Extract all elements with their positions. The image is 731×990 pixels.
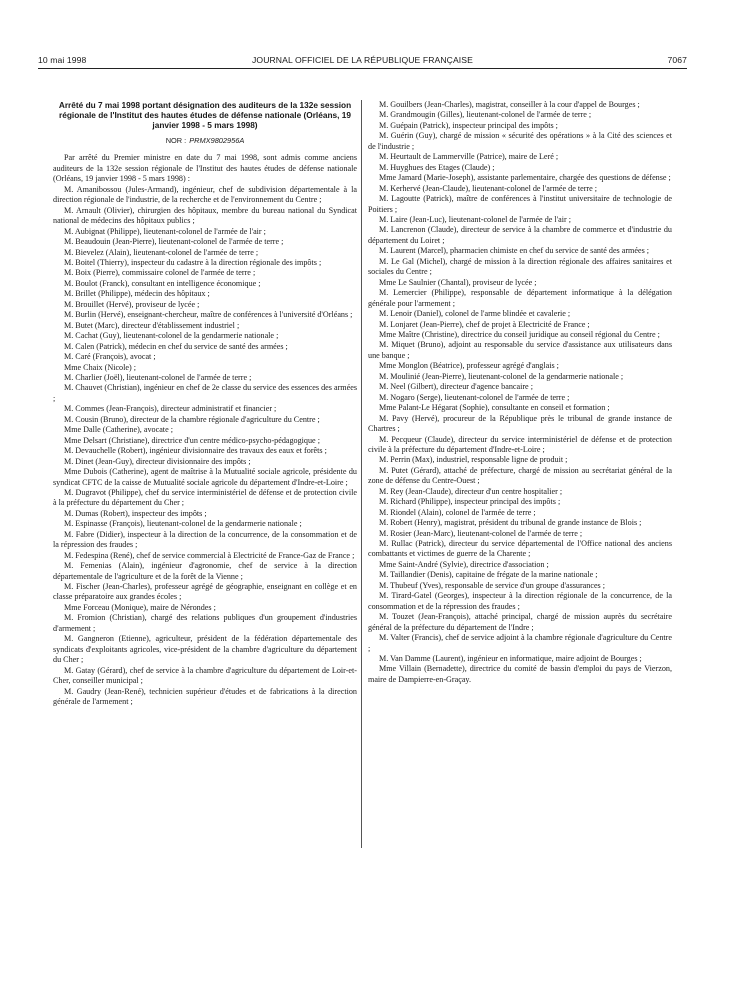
auditor-entry: Mme Delsart (Christiane), directrice d'un centre médico-psycho-pédagogique ; xyxy=(64,435,320,445)
auditor-entry: M. Caré (François), avocat ; xyxy=(64,352,156,362)
auditor-entry: M. Chauvet (Christian), ingénieur en chef de 2e classe du service des essences des armées ; xyxy=(53,383,357,403)
auditor-entry: M. Brouillet (Hervé), proviseur de lycée ; xyxy=(64,299,200,309)
auditor-entry: M. Laire (Jean-Luc), lieutenant-colonel de l'armée de l'air ; xyxy=(379,214,571,224)
auditor-entry: M. Heurtault de Lammerville (Patrice), maire de Leré ; xyxy=(379,152,559,162)
auditor-entry: M. Fedespina (René), chef de service commercial à Electricité de France-Gaz de France ; xyxy=(64,550,355,560)
auditor-entry: M. Gangneron (Etienne), agriculteur, président de la fédération départementale des syndicats d'exploitants agricoles, vice-président de la chambre d'agriculture du département du Cher ; xyxy=(53,634,357,665)
auditor-entry: M. Arnault (Olivier), chirurgien des hôpitaux, membre du bureau national du Syndicat national de médecins des hôpitaux publics ; xyxy=(53,205,357,226)
auditor-entry: M. Cachat (Guy), lieutenant-colonel de la gendarmerie nationale ; xyxy=(64,331,279,341)
header-rule xyxy=(38,68,687,69)
decree-title: Arrêté du 7 mai 1998 portant désignation des auditeurs de la 132e session régionale de l'Institut des hautes études de défense nationale (Orléans, 19 janvier 1998 - 5 mars 1998) xyxy=(58,100,352,130)
auditor-entry: M. Dumas (Robert), inspecteur des impôts ; xyxy=(64,508,207,518)
auditor-entry: M. Boitel (Thierry), inspecteur du cadastre à la direction régionale des impôts ; xyxy=(64,257,322,267)
auditor-entry: M. Nogaro (Serge), lieutenant-colonel de l'armée de terre ; xyxy=(379,392,570,402)
left-column xyxy=(53,100,357,707)
auditor-entry: M. Neel (Gilbert), directeur d'agence bancaire ; xyxy=(379,382,533,392)
auditor-entry: M. Lonjaret (Jean-Pierre), chef de projet à Electricité de France ; xyxy=(379,319,590,329)
auditor-entry: M. Fabre (Didier), inspecteur à la direction de la concurrence, de la consommation et de la répression des fraudes ; xyxy=(53,529,357,550)
auditor-entry: M. Perrin (Max), industriel, responsable ligne de produit ; xyxy=(379,455,568,465)
auditor-entry: Mme Dalle (Catherine), avocate ; xyxy=(64,425,173,435)
auditor-entry: M. Gouilbers (Jean-Charles), magistrat, conseiller à la cour d'appel de Bourges ; xyxy=(379,100,640,109)
auditor-entry: Mme Forceau (Monique), maire de Nérondes ; xyxy=(64,602,216,612)
auditor-entry: M. Riondel (Alain), colonel de l'armée de terre ; xyxy=(379,507,536,517)
auditor-entry: M. Amanibossou (Jules-Armand), ingénieur, chef de subdivision départementale à la direction régionale de l'industrie, de la recherche et de l'environnement du Centre ; xyxy=(53,184,357,205)
auditor-entry: Mme Maître (Christine), directrice du conseil juridique au conseil régional du Centre ; xyxy=(379,329,660,339)
page-number: 7067 xyxy=(667,55,687,65)
auditor-entry: M. Richard (Philippe), inspecteur principal des impôts ; xyxy=(379,497,561,507)
auditor-entry: M. Rosier (Jean-Marc), lieutenant-colonel de l'armée de terre ; xyxy=(379,528,583,538)
auditor-entry: M. Pavy (Hervé), procureur de la République près le tribunal de grande instance de Chartres ; xyxy=(368,413,672,434)
auditor-entry: M. Rey (Jean-Claude), directeur d'un centre hospitalier ; xyxy=(379,486,563,496)
auditor-entry: M. Tirard-Gatel (Georges), inspecteur à la direction régionale de la concurrence, de la consommation et de la répression des fraudes ; xyxy=(368,591,672,611)
auditor-entry: M. Putet (Gérard), attaché de préfecture, chargé de mission au secrétariat général de la zone de défense du Centre-Ouest ; xyxy=(368,465,672,486)
auditor-entry: M. Le Gal (Michel), chargé de mission à la direction régionale des affaires sanitaires et sociales du Centre ; xyxy=(368,256,672,277)
auditor-entry: M. Thubeuf (Yves), responsable de service d'un groupe d'assurances ; xyxy=(379,580,606,590)
auditor-entry: M. Moulinié (Jean-Pierre), lieutenant-colonel de la gendarmerie nationale ; xyxy=(379,371,624,381)
auditor-entry: M. Boix (Pierre), commissaire colonel de l'armée de terre ; xyxy=(64,268,256,278)
auditor-entry: M. Brillet (Philippe), médecin des hôpitaux ; xyxy=(64,289,210,299)
auditor-entry: M. Beaudouin (Jean-Pierre), lieutenant-colonel de l'armée de terre ; xyxy=(64,237,284,247)
auditor-entry: Mme Chaix (Nicole) ; xyxy=(64,362,136,372)
auditor-entry: M. Butet (Marc), directeur d'établissement industriel ; xyxy=(64,320,240,330)
auditor-entry: M. Laurent (Marcel), pharmacien chimiste en chef du service de santé des armées ; xyxy=(379,246,650,256)
auditor-entry: M. Fischer (Jean-Charles), professeur agrégé de géographie, enseignant en collège et en classe préparatoire aux grandes écoles ; xyxy=(53,582,357,602)
auditor-entry: M. Van Damme (Laurent), ingénieur en informatique, maire adjoint de Bourges ; xyxy=(379,654,642,664)
auditor-entry: M. Aubignat (Philippe), lieutenant-colonel de l'armée de l'air ; xyxy=(64,226,266,236)
auditor-entry: M. Lenoir (Daniel), colonel de l'arme blindée et cavalerie ; xyxy=(379,309,571,319)
right-column xyxy=(368,100,672,685)
auditor-entry: M. Gatay (Gérard), chef de service à la chambre d'agriculture du département de Loir-et-Cher, conseiller municipal ; xyxy=(53,665,357,686)
auditor-entry: M. Espinasse (François), lieutenant-colonel de la gendarmerie nationale ; xyxy=(64,519,302,529)
auditor-entry: Mme Villain (Bernadette), directrice du comité de bassin d'emploi du pays de Vierzon, maire de Dampierre-en-Graçay. xyxy=(368,664,672,684)
auditor-entry: M. Devauchelle (Robert), ingénieur divisionnaire des travaux des eaux et forêts ; xyxy=(64,446,327,456)
auditor-entry: M. Calen (Patrick), médecin en chef du service de santé des armées ; xyxy=(64,341,288,351)
auditor-entry: M. Lancrenon (Claude), directeur de service à la chambre de commerce et d'industrie du département du Loiret ; xyxy=(368,225,672,245)
auditor-entry: M. Miquet (Bruno), adjoint au responsable du service d'assistance aux utilisateurs dans une banque ; xyxy=(368,340,672,360)
nor-code: PRMX9802956A xyxy=(189,136,245,145)
page-header xyxy=(38,55,687,69)
auditor-entry: M. Gaudry (Jean-René), technicien supérieur d'études et de fabrications à la direction générale de l'armement ; xyxy=(53,686,357,707)
auditor-entry: M. Touzet (Jean-François), attaché principal, chargé de mission auprès du secrétaire général de la préfecture du département de l'Indre ; xyxy=(368,612,672,632)
auditor-entry: M. Huyghues des Etages (Claude) ; xyxy=(379,162,495,172)
auditor-entry: M. Grandmougin (Gilles), lieutenant-colonel de l'armée de terre ; xyxy=(379,110,592,120)
auditor-entry: M. Lemercier (Philippe), responsable de département informatique à la délégation générale pour l'armement ; xyxy=(368,288,672,308)
decree-intro: Par arrêté du Premier ministre en date du 7 mai 1998, sont admis comme anciens auditeurs de la 132e session régionale de l'Institut des hautes études de défense nationale (Orléans, 19 janvier 1998 - 5 mars 1998) : xyxy=(53,153,357,184)
auditor-entry: M. Kerhervé (Jean-Claude), lieutenant-colonel de l'armée de terre ; xyxy=(379,183,598,193)
auditor-entry: M. Boulot (Franck), consultant en intelligence économique ; xyxy=(64,278,261,288)
auditor-entry: M. Dugravot (Philippe), chef du service interministériel de défense et de protection civile à la préfecture du département du Cher ; xyxy=(53,487,357,508)
auditor-entry: M. Dinet (Jean-Guy), directeur divisionnaire des impôts ; xyxy=(64,456,251,466)
auditor-entry: Mme Jamard (Marie-Joseph), assistante parlementaire, chargée des questions de défense ; xyxy=(379,173,671,183)
auditor-entry: M. Fromion (Christian), chargé des relations publiques d'un groupement d'industries d'armement ; xyxy=(53,613,357,633)
auditor-entry: Mme Saint-André (Sylvie), directrice d'association ; xyxy=(379,559,549,569)
auditor-entry: Mme Dubois (Catherine), agent de maîtrise à la Mutualité sociale agricole, présidente du syndicat CFTC de la caisse de Mutualité sociale agricole du département d'Indre-et-Loire ; xyxy=(53,467,357,487)
nor-reference xyxy=(53,136,357,146)
nor-label: NOR : xyxy=(165,136,187,145)
auditor-entry: M. Femenias (Alain), ingénieur d'agronomie, chef de service à la direction départementale de l'agriculture et de la forêt de la Vienne ; xyxy=(53,561,357,581)
auditor-entry: M. Bievelez (Alain), lieutenant-colonel de l'armée de terre ; xyxy=(64,247,259,257)
auditor-entry: M. Lagoutte (Patrick), maître de conférences à l'institut universitaire de technologie de Poitiers ; xyxy=(368,194,672,214)
journal-title: JOURNAL OFFICIEL DE LA RÉPUBLIQUE FRANÇAISE xyxy=(252,55,473,65)
auditor-entry: M. Guépain (Patrick), inspecteur principal des impôts ; xyxy=(379,120,558,130)
auditor-entry: Mme Monglon (Béatrice), professeur agrégé d'anglais ; xyxy=(379,361,559,371)
auditor-entry: M. Guérin (Guy), chargé de mission « sécurité des opérations » à la Cité des sciences et de l'industrie ; xyxy=(368,131,672,151)
auditor-entry: M. Pecqueur (Claude), directeur du service interministériel de défense et de protection civile à la préfecture du département d'Indre-et-Loire ; xyxy=(368,434,672,454)
auditor-entry: M. Charlier (Joël), lieutenant-colonel de l'armée de terre ; xyxy=(64,372,252,382)
auditor-entry: M. Robert (Henry), magistrat, président du tribunal de grande instance de Blois ; xyxy=(379,518,642,528)
auditor-entry: M. Burlin (Hervé), enseignant-chercheur, maître de conférences à l'université d'Orléans ; xyxy=(64,310,353,320)
issue-date: 10 mai 1998 xyxy=(38,55,87,65)
auditor-entry: M. Rullac (Patrick), directeur du service départemental de l'Office national des anciens combattants et victimes de guerre de la Charente ; xyxy=(368,539,672,559)
auditor-entry: M. Commes (Jean-François), directeur administratif et financier ; xyxy=(64,404,277,414)
auditor-entry: Mme Palant-Le Hégarat (Sophie), consultante en conseil et formation ; xyxy=(379,403,610,413)
auditor-entry: M. Cousin (Bruno), directeur de la chambre régionale d'agriculture du Centre ; xyxy=(64,414,320,424)
auditor-entry: Mme Le Saulnier (Chantal), proviseur de lycée ; xyxy=(379,277,537,287)
auditor-entry: M. Taillandier (Denis), capitaine de frégate de la marine nationale ; xyxy=(379,570,598,580)
auditor-entry: M. Valter (Francis), chef de service adjoint à la chambre régionale d'agriculture du Centre ; xyxy=(368,633,672,653)
column-divider xyxy=(361,100,362,848)
